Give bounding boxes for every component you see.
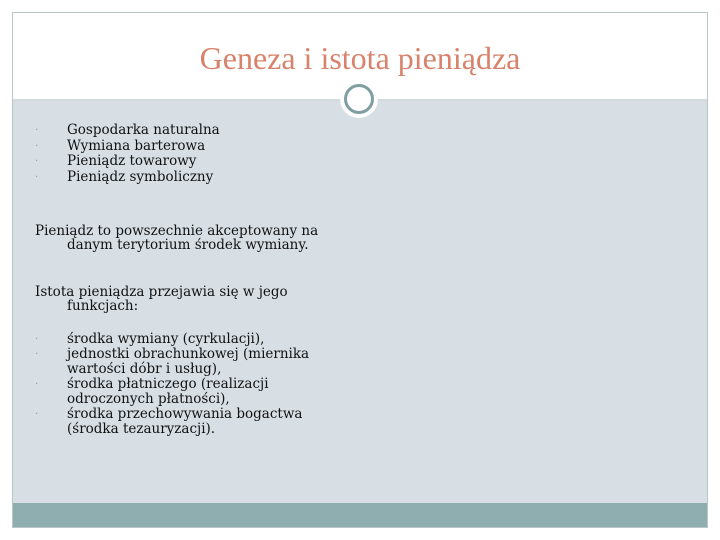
- list-item-text: Gospodarka naturalna: [67, 122, 220, 138]
- list-item-text: środka płatniczego (realizacji odroczonych płatności),: [67, 376, 269, 407]
- list-item: [35, 407, 335, 437]
- list-item: [35, 332, 335, 347]
- list-item: [35, 139, 220, 155]
- bullet-icon: ·: [35, 156, 39, 167]
- bullet-icon: ·: [35, 334, 39, 345]
- ring-inner: [344, 84, 374, 114]
- list-item-text: Wymiana barterowa: [67, 137, 206, 154]
- bullet-icon: ·: [35, 349, 39, 360]
- bullet-icon: ·: [35, 171, 39, 183]
- list-item-text: jednostki obrachunkowej (miernika wartości dóbr i usług),: [67, 346, 310, 377]
- list-item: [35, 347, 335, 377]
- slide-title: Geneza i istota pieniądza: [199, 40, 521, 76]
- bullet-icon: ·: [35, 379, 39, 390]
- bullet-icon: ·: [35, 125, 39, 136]
- slide-footer-bar: [13, 503, 707, 527]
- list-item-text: środka wymiany (cyrkulacji),: [67, 331, 265, 347]
- list-item-text: środka przechowywania bogactwa (środka tezauryzacji).: [67, 406, 303, 437]
- functions-intro-paragraph: [35, 285, 335, 313]
- definition-paragraph: [35, 224, 335, 252]
- history-list: [35, 123, 220, 185]
- functions-intro-text: Istota pieniądza przejawia się w jego funkcjach:: [35, 284, 288, 314]
- bullet-icon: ·: [35, 140, 39, 152]
- list-item: [35, 123, 220, 139]
- slide: [12, 12, 708, 528]
- list-item-text: Pieniądz towarowy: [67, 153, 197, 169]
- list-item: [35, 377, 335, 407]
- decorative-ring-icon: [340, 80, 378, 118]
- bullet-icon: ·: [35, 409, 39, 420]
- list-item: [35, 170, 220, 186]
- slide-content: [13, 101, 707, 503]
- definition-text: Pieniądz to powszechnie akceptowany na danym terytorium środek wymiany.: [35, 223, 319, 253]
- list-item-text: Pieniądz symboliczny: [67, 168, 214, 185]
- list-item: [35, 154, 220, 170]
- functions-list: [35, 332, 335, 437]
